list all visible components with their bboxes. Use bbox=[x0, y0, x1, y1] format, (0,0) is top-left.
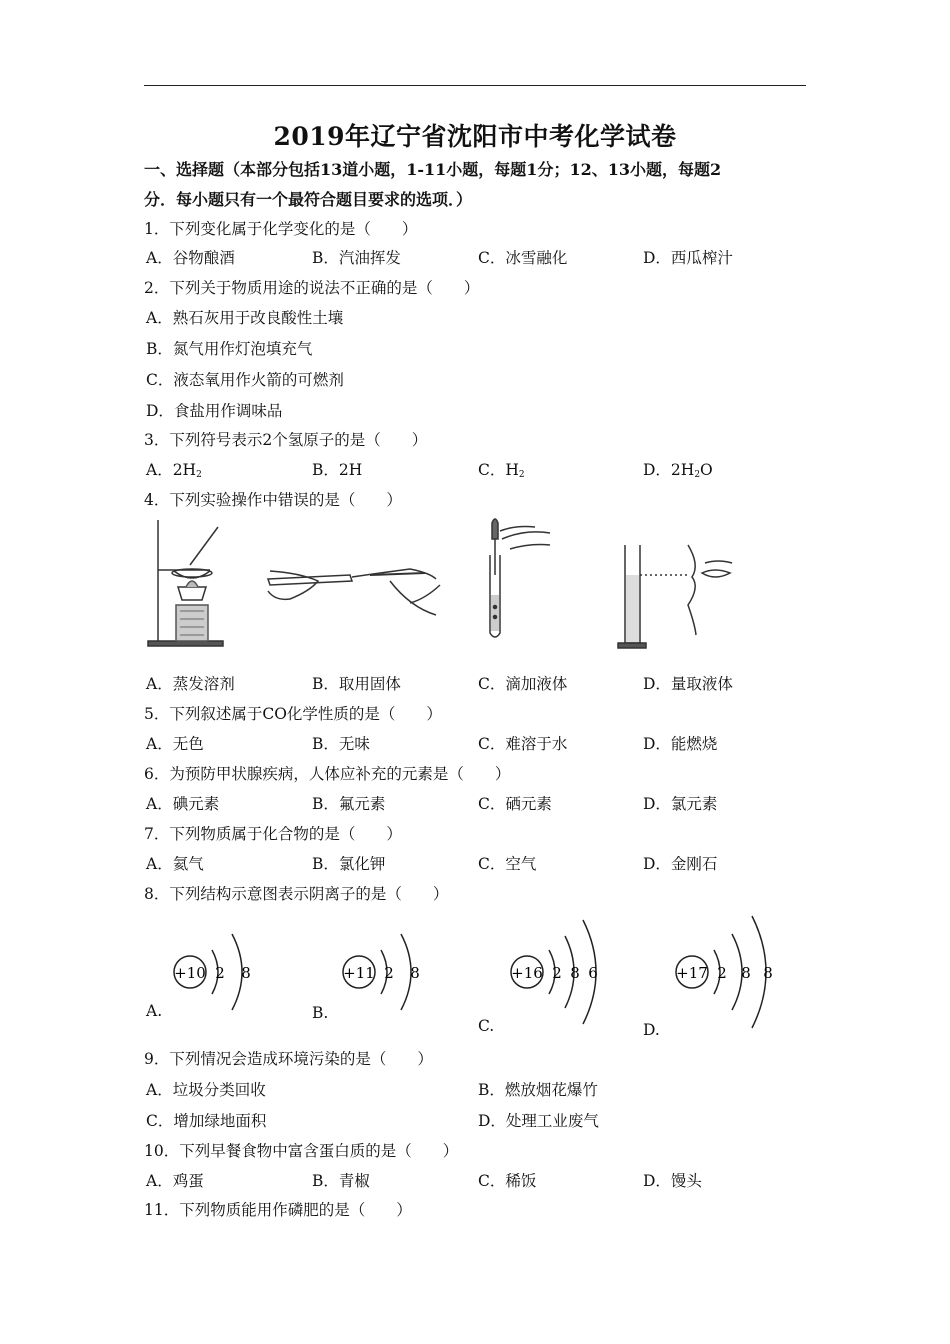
q7-option-c: C．空气 bbox=[478, 855, 537, 873]
shell-count: 8 bbox=[410, 964, 420, 982]
q7-option-d: D．金刚石 bbox=[643, 855, 718, 873]
q4-option-c: C．滴加液体 bbox=[478, 675, 568, 693]
atom-diagram-c bbox=[505, 908, 645, 1028]
question-9-stem: 9．下列情况会造成环境污染的是（ ） bbox=[144, 1050, 433, 1068]
question-10-stem: 10．下列早餐食物中富含蛋白质的是（ ） bbox=[144, 1142, 459, 1160]
question-11-stem: 11．下列物质能用作磷肥的是（ ） bbox=[144, 1201, 412, 1219]
q9-option-d: D．处理工业废气 bbox=[478, 1112, 599, 1130]
solid-transfer-illustration bbox=[268, 569, 440, 615]
q4-option-a: A．蒸发溶剂 bbox=[146, 675, 235, 693]
q8-option-d: D. bbox=[643, 1021, 660, 1039]
shell-count: 8 bbox=[241, 964, 251, 982]
question-4-stem: 4．下列实验操作中错误的是（ ） bbox=[144, 491, 402, 509]
q1-option-c: C．冰雪融化 bbox=[478, 249, 568, 267]
shell-count: 8 bbox=[763, 964, 773, 982]
question-3-stem: 3．下列符号表示2个氢原子的是（ ） bbox=[144, 431, 428, 449]
nucleus-label: +11 bbox=[343, 964, 375, 982]
q6-option-a: A．碘元素 bbox=[146, 795, 220, 813]
q10-option-a: A．鸡蛋 bbox=[146, 1172, 204, 1190]
q3-option-b: B．2H bbox=[312, 461, 363, 479]
section-header-line1: 一、选择题（本部分包括13道小题，1-11小题，每题1分；12、13小题，每题2 bbox=[144, 160, 722, 179]
q6-option-d: D．氯元素 bbox=[643, 795, 718, 813]
atom-diagram-b bbox=[337, 910, 457, 1020]
q5-option-a: A．无色 bbox=[146, 735, 204, 753]
q3-option-a: A．$2H_2$ bbox=[146, 461, 202, 480]
q1-option-b: B．汽油挥发 bbox=[312, 249, 401, 267]
q2-option-a: A．熟石灰用于改良酸性土壤 bbox=[146, 309, 344, 327]
atom-diagram-d bbox=[670, 906, 810, 1034]
q7-option-b: B．氯化钾 bbox=[312, 855, 386, 873]
shell-count: 2 bbox=[552, 964, 562, 982]
section-header-line2: 分．每小题只有一个最符合题目要求的选项．） bbox=[144, 190, 473, 209]
q3-option-c: C．$H_2$ bbox=[478, 461, 525, 480]
q1-option-d: D．西瓜榨汁 bbox=[643, 249, 733, 267]
q6-option-c: C．硒元素 bbox=[478, 795, 552, 813]
question-2-stem: 2．下列关于物质用途的说法不正确的是（ ） bbox=[144, 279, 480, 297]
q9-option-b: B．燃放烟花爆竹 bbox=[478, 1081, 598, 1099]
q10-option-c: C．稀饭 bbox=[478, 1172, 537, 1190]
nucleus-label: +16 bbox=[511, 964, 543, 982]
nucleus-label: +10 bbox=[174, 964, 206, 982]
question-7-stem: 7．下列物质属于化合物的是（ ） bbox=[144, 825, 402, 843]
q2-option-c: C．液态氧用作火箭的可燃剂 bbox=[146, 371, 344, 389]
q9-option-c: C．增加绿地面积 bbox=[146, 1112, 267, 1130]
shell-count: 6 bbox=[588, 964, 598, 982]
q5-option-d: D．能燃烧 bbox=[643, 735, 718, 753]
shell-count: 2 bbox=[215, 964, 225, 982]
question-8-stem: 8．下列结构示意图表示阴离子的是（ ） bbox=[144, 885, 449, 903]
header-rule bbox=[144, 85, 806, 86]
shell-count: 2 bbox=[717, 964, 727, 982]
q4-option-d: D．量取液体 bbox=[643, 675, 733, 693]
question-5-stem: 5．下列叙述属于CO化学性质的是（ ） bbox=[144, 705, 442, 723]
q8-option-c: C. bbox=[478, 1017, 495, 1035]
atom-diagram-a bbox=[170, 910, 290, 1020]
q1-option-a: A．谷物酿酒 bbox=[146, 249, 235, 267]
q9-option-a: A．垃圾分类回收 bbox=[146, 1081, 266, 1099]
q5-option-b: B．无味 bbox=[312, 735, 370, 753]
q7-option-a: A．氦气 bbox=[146, 855, 204, 873]
lab-operations-figure bbox=[140, 515, 750, 665]
question-1-stem: 1．下列变化属于化学变化的是（ ） bbox=[144, 220, 418, 238]
nucleus-label: +17 bbox=[676, 964, 708, 982]
q10-option-d: D．馒头 bbox=[643, 1172, 702, 1190]
shell-count: 2 bbox=[384, 964, 394, 982]
q2-option-d: D．食盐用作调味品 bbox=[146, 402, 283, 420]
q3-option-d: D．$2H_2O$ bbox=[643, 461, 713, 480]
q8-option-b: B. bbox=[312, 1004, 329, 1022]
evaporation-illustration bbox=[148, 520, 223, 646]
q2-option-b: B．氮气用作灯泡填充气 bbox=[146, 340, 313, 358]
cylinder-reading-illustration bbox=[618, 545, 732, 648]
shell-count: 8 bbox=[741, 964, 751, 982]
q8-option-a: A. bbox=[146, 1002, 163, 1020]
q10-option-b: B．青椒 bbox=[312, 1172, 370, 1190]
question-6-stem: 6．为预防甲状腺疾病，人体应补充的元素是（ ） bbox=[144, 765, 511, 783]
exam-title: 2019年辽宁省沈阳市中考化学试卷 bbox=[273, 122, 677, 151]
q4-option-b: B．取用固体 bbox=[312, 675, 401, 693]
dropper-illustration bbox=[490, 519, 550, 637]
shell-count: 8 bbox=[570, 964, 580, 982]
q6-option-b: B．氟元素 bbox=[312, 795, 386, 813]
q5-option-c: C．难溶于水 bbox=[478, 735, 568, 753]
